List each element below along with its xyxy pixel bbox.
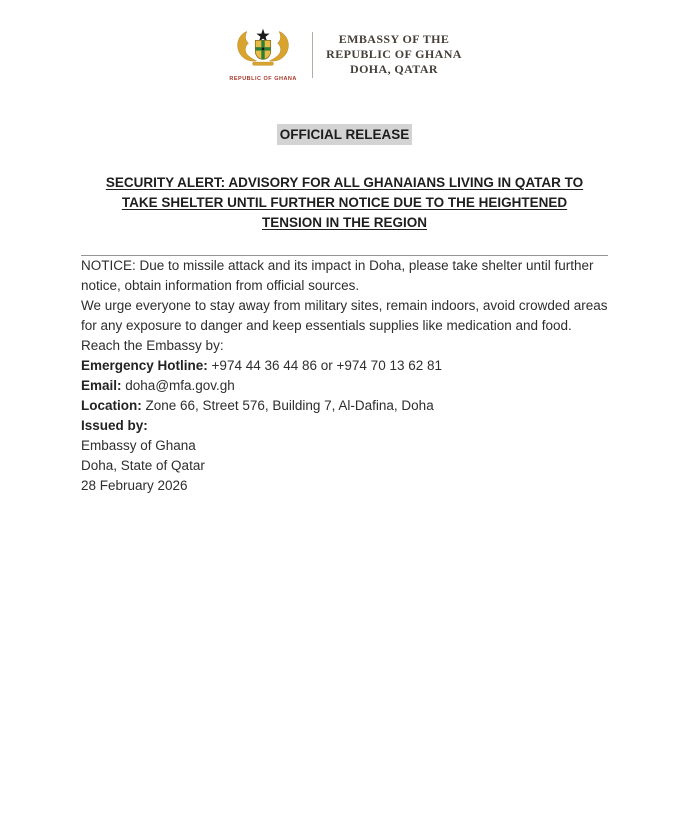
location-label: Location: (81, 398, 142, 413)
embassy-name-line2: REPUBLIC OF GHANA (326, 47, 462, 61)
release-badge-row (0, 124, 689, 145)
ghana-coat-of-arms-icon (234, 27, 292, 74)
issued-place: Doha, State of Qatar (81, 458, 205, 473)
hotline-value: +974 44 36 44 86 or +974 70 13 62 81 (211, 358, 443, 373)
release-date: 28 February 2026 (81, 478, 188, 493)
email-value: doha@mfa.gov.gh (125, 378, 235, 393)
emblem-caption: REPUBLIC OF GHANA (229, 76, 297, 82)
location-value: Zone 66, Street 576, Building 7, Al-Dafina, Doha (145, 398, 434, 413)
issued-by-label: Issued by: (81, 418, 148, 433)
location-line (81, 396, 608, 416)
emblem-block (227, 27, 299, 82)
embassy-name-line3: DOHA, QATAR (350, 62, 438, 76)
embassy-name-line1: EMBASSY OF THE (338, 32, 450, 46)
letterhead-divider (312, 32, 313, 78)
embassy-name (326, 32, 462, 77)
letterhead (0, 0, 689, 82)
hotline-line (81, 356, 608, 376)
hotline-label: Emergency Hotline: (81, 358, 208, 373)
official-release-badge: OFFICIAL RELEASE (277, 124, 413, 145)
email-label: Email: (81, 378, 122, 393)
notice-paragraph: NOTICE: Due to missile attack and its impact in Doha, please take shelter until further notice, obtain information from official sources. (81, 258, 594, 293)
email-line (81, 376, 608, 396)
reach-intro: Reach the Embassy by: (81, 338, 224, 353)
issued-by-block (81, 416, 608, 476)
issued-org: Embassy of Ghana (81, 438, 196, 453)
document-title: SECURITY ALERT: ADVISORY FOR ALL GHANAIANS LIVING IN QATAR TO TAKE SHELTER UNTIL FURTHER NOTICE DUE TO THE HEIGHTENED TENSION IN THE REGION (105, 175, 584, 230)
advice-paragraph: We urge everyone to stay away from military sites, remain indoors, avoid crowded areas for any exposure to danger and keep essentials supplies like medication and food. (81, 298, 608, 333)
document-body (81, 256, 608, 496)
